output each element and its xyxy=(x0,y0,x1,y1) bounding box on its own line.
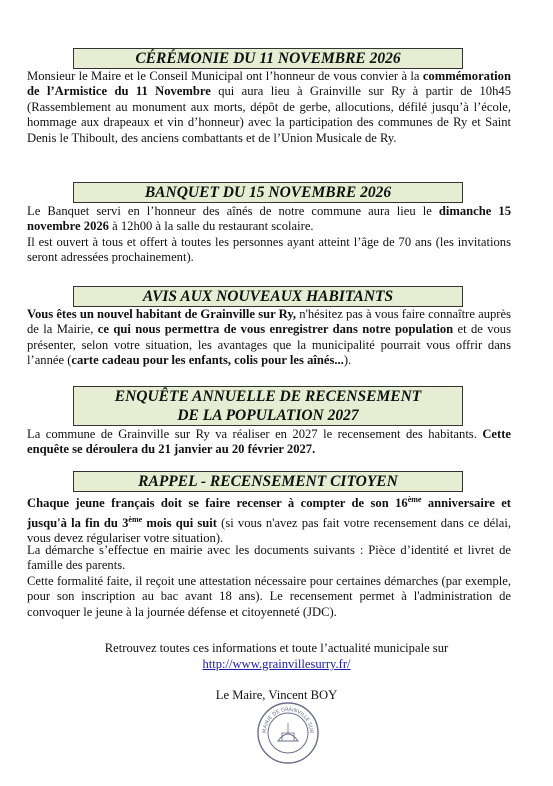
svg-text:MAIRIE DE GRAINVILLE SUR RY: MAIRIE DE GRAINVILLE SUR xyxy=(261,706,315,734)
citoyen-paragraph-1 xyxy=(27,492,511,547)
habitants-text-1: n'hésitez pas à vous faire connaître auprès de la Mairie, xyxy=(27,307,511,337)
citoyen-text-bold-1: Chaque jeune français doit se faire recenser à compter de son 16 xyxy=(27,496,408,511)
section-title-enquete xyxy=(73,386,463,426)
enquete-dates: Cette enquête se déroulera du 21 janvier au 20 février 2027. xyxy=(27,427,511,457)
municipal-stamp xyxy=(256,701,320,765)
habitants-text-bold-3: carte cadeau pour les enfants, colis pour les aînés... xyxy=(71,353,344,368)
citoyen-paragraph-2: La démarche s’effectue en mairie avec les documents suivants : Pièce d’identité et livret de famille des parents. xyxy=(27,543,511,573)
enquete-title-line-2: DE LA POPULATION 2027 xyxy=(177,407,359,424)
banquet-paragraph-1 xyxy=(27,204,511,235)
ceremonie-text-bold: commémoration de l’Armistice du 11 Novembre xyxy=(27,69,511,99)
citoyen-text-bold-3: mois qui suit xyxy=(142,515,217,530)
ceremonie-text-1: Monsieur le Maire et le Conseil Municipal ont l’honneur de vous convier à la xyxy=(27,69,420,83)
enquete-title-line-1: ENQUÊTE ANNUELLE DE RECENSEMENT xyxy=(114,388,422,405)
habitants-text-2: et de vous présenter, selon votre situation, les avantages que la municipalité pourrait vous offrir dans l’année ( xyxy=(27,322,511,368)
section-title-recensement-citoyen: RAPPEL - RECENSEMENT CITOYEN xyxy=(73,471,463,492)
citoyen-text-1: (si vous n'avez pas fait votre recensement dans ce délai, vous devez régulariser votre situation). xyxy=(27,515,511,546)
citoyen-sup-1: ème xyxy=(407,495,422,504)
footer-link-row xyxy=(0,657,553,672)
section-title-nouveaux-habitants: AVIS AUX NOUVEAUX HABITANTS xyxy=(73,286,463,307)
section-title-ceremonie: CÉRÉMONIE DU 11 NOVEMBRE 2026 xyxy=(73,48,463,69)
ceremonie-text-2: qui aura lieu à Grainville sur Ry à partir de 10h45 (Rassemblement au monument aux morts, dépôt de gerbe, allocutions, défilé jusqu’à l’école, hommage aux drapeaux et vin d’honneur) avec la participation des communes de Ry et Saint Denis le Thiboult, des anciens combattants et de l’Union Musicale de Ry. xyxy=(27,84,511,145)
website-link[interactable]: http://www.grainvillesurry.fr/ xyxy=(202,657,351,671)
banquet-text-1: Le Banquet servi en l’honneur des aînés de notre commune aura lieu le xyxy=(27,204,439,218)
habitants-text-bold-2: ce qui nous permettra de vous enregistrer dans notre population xyxy=(97,322,454,337)
enquete-text: La commune de Grainville sur Ry va réaliser en 2027 le recensement des habitants. xyxy=(27,427,483,441)
footer-line: Retrouvez toutes ces informations et toute l’actualité municipale sur xyxy=(104,641,449,655)
enquete-paragraph xyxy=(27,427,511,458)
habitants-text-bold-1: Vous êtes un nouvel habitant de Grainville sur Ry, xyxy=(27,307,297,321)
section-title-banquet: BANQUET DU 15 NOVEMBRE 2026 xyxy=(73,182,463,203)
stamp-seal-icon xyxy=(256,701,320,765)
citoyen-paragraph-3: Cette formalité faite, il reçoit une attestation nécessaire pour certaines démarches (par exemple, pour son inscription au bac avant 18 ans). Le recensement permet à l'administration de convoquer le jeune à la journée défense et citoyenneté (JDC). xyxy=(27,574,511,619)
signature: Le Maire, Vincent BOY xyxy=(215,688,338,702)
banquet-text-2: à 12h00 à la salle du restaurant scolaire. xyxy=(108,219,314,234)
habitants-text-3: ). xyxy=(343,353,352,368)
habitants-paragraph xyxy=(27,307,511,369)
ceremonie-paragraph xyxy=(27,69,511,146)
citoyen-sup-2: ème xyxy=(128,514,143,524)
citoyen-text-bold-2: anniversaire et jusqu'à la fin du 3 xyxy=(27,496,511,530)
banquet-date: dimanche 15 novembre 2026 xyxy=(27,204,511,234)
banquet-paragraph-2: Il est ouvert à tous et offert à toutes les personnes ayant atteint l’âge de 70 ans (les invitations seront adressées prochainement). xyxy=(27,235,511,265)
